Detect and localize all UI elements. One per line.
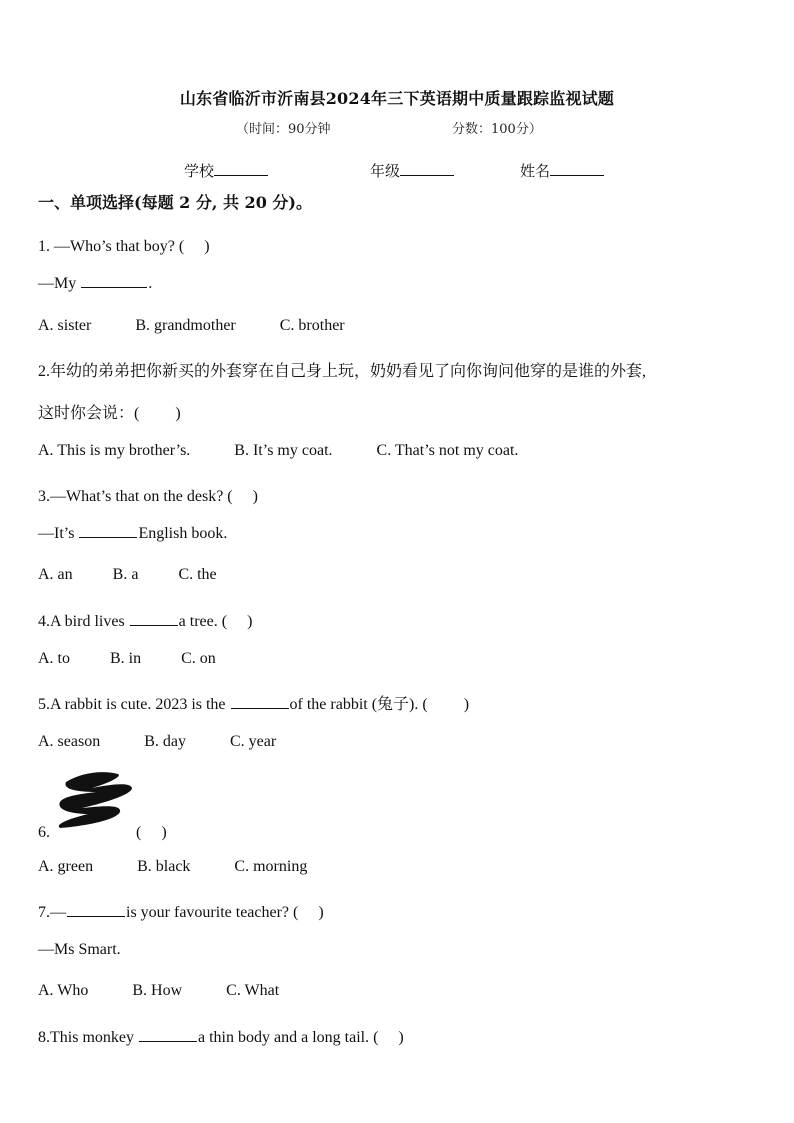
question-6-options [38,858,307,876]
grade-label: 年级 [370,162,401,180]
option-c: C. That’s not my coat. [376,442,519,459]
exam-time: （时间：90分钟 [236,122,331,137]
question-1: 1. —Who’s that boy? ( ) [38,238,210,255]
option-c: C. the [178,566,217,583]
question-8: 8.This monkey a thin body and a long tail. ( ) [38,1029,404,1046]
option-a: A. to [38,650,70,667]
answer-blank [79,525,137,538]
grade-field [370,160,454,181]
question-4: 4.A bird lives a tree. ( ) [38,613,253,630]
question-2-line-2: 这时你会说：( ) [38,405,181,422]
option-a: A. an [38,566,73,583]
answer-blank [139,1029,197,1042]
name-blank [550,163,604,176]
question-7-options [38,982,279,1000]
option-c: C. What [226,982,280,999]
question-3-answer-line: —It’s English book. [38,525,228,542]
exam-title: 山东省临沂市沂南县2024年三下英语期中质量跟踪监视试题 [179,89,615,108]
answer-blank [67,904,125,917]
option-b: B. It’s my coat. [234,442,333,459]
school-label: 学校 [184,162,215,180]
option-c: C. brother [279,317,345,334]
option-a: A. season [38,733,101,750]
exam-score: 分数：100分） [452,122,542,137]
question-6: 6. ( ) [38,824,167,841]
answer-blank [231,696,289,709]
grade-blank [400,163,454,176]
school-blank [214,163,268,176]
question-2: 2.年幼的弟弟把你新买的外套穿在自己身上玩，奶奶看见了向你询问他穿的是谁的外套, [38,363,647,380]
option-a: A. green [38,858,94,875]
school-field [184,160,268,181]
question-5: 5.A rabbit is cute. 2023 is the of the rabbit (兔子). ( ) [38,696,470,713]
question-7-answer: —Ms Smart. [38,941,121,958]
option-b: B. How [132,982,183,999]
question-4-options [38,650,216,668]
option-b: B. black [137,858,191,875]
option-c: C. morning [234,858,308,875]
question-2-options [38,442,518,460]
question-5-options [38,733,276,751]
question-1-answer-line: —My . [38,275,153,292]
question-3-options [38,566,217,584]
option-a: A. sister [38,317,92,334]
name-label: 姓名 [520,162,551,180]
section-title: 一、单项选择(每题 2 分, 共 20 分)。 [38,193,312,212]
name-field [520,160,604,181]
option-c: C. year [230,733,277,750]
option-c: C. on [181,650,216,667]
option-b: B. day [144,733,186,750]
answer-blank [130,613,178,626]
option-b: B. grandmother [135,317,236,334]
option-a: A. Who [38,982,89,999]
option-b: B. in [110,650,142,667]
question-1-options [38,317,345,335]
option-b: B. a [112,566,139,583]
answer-blank [81,275,147,288]
question-3: 3.—What’s that on the desk? ( ) [38,488,258,505]
option-a: A. This is my brother’s. [38,442,191,459]
question-7: 7.— is your favourite teacher? ( ) [38,904,324,921]
